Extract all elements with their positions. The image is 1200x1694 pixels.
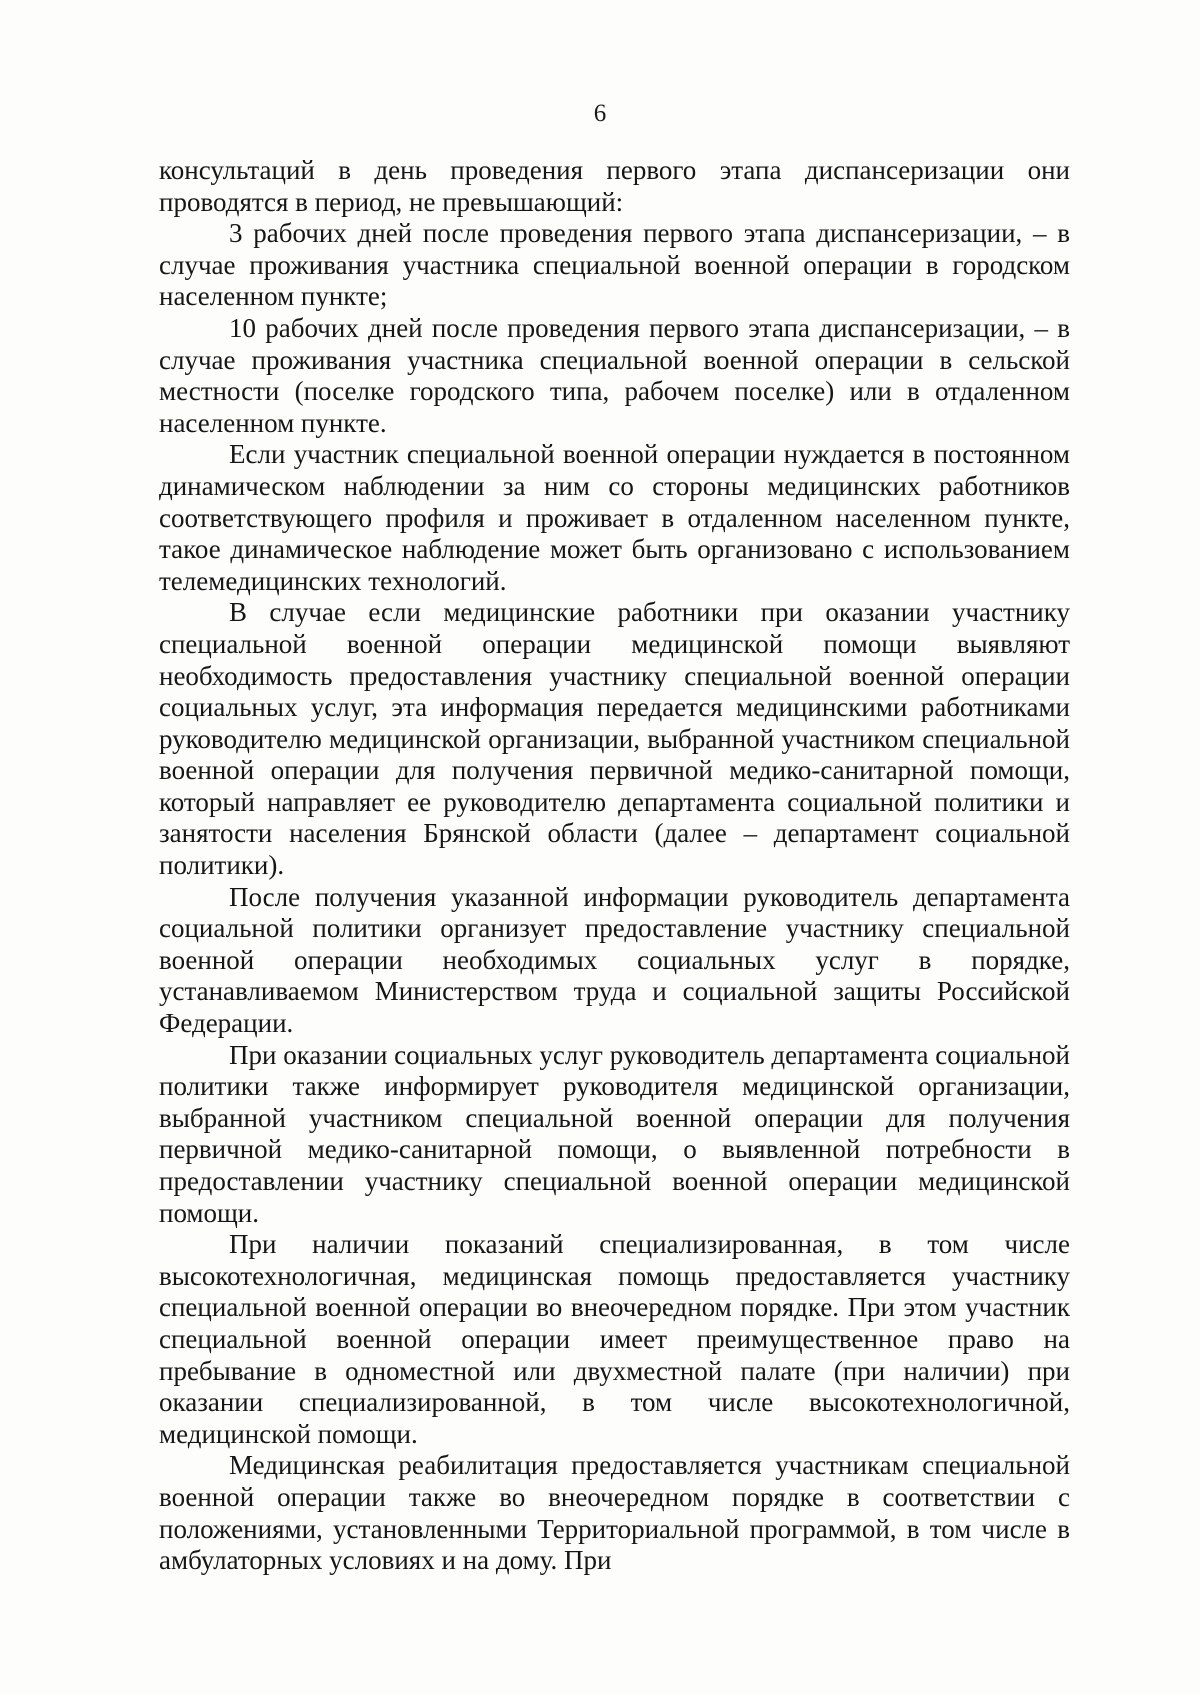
paragraph: При наличии показаний специализированная, в том числе высокотехнологичная, медицинская помощь предоставляется участнику специальной военной операции во внеочередном порядке. При этом участник специальной военной операции имеет преимущественное право на пребывание в одноместной или двухместной палате (при наличии) при оказании специализированной, в том числе высокотехнологичной, медицинской помощи. xyxy=(159,1229,1070,1449)
document-body xyxy=(159,155,1070,1577)
paragraph: Медицинская реабилитация предоставляется участникам специальной военной операции также во внеочередном порядке в соответствии с положениями, установленными Территориальной программой, в том числе в амбулаторных условиях и на дому. При xyxy=(159,1450,1070,1576)
paragraph: Если участник специальной военной операции нуждается в постоянном динамическом наблюдении за ним со стороны медицинских работников соответствующего профиля и проживает в отдаленном населенном пункте, такое динамическое наблюдение может быть организовано с использованием телемедицинских технологий. xyxy=(159,439,1070,596)
paragraph-continuation: консультаций в день проведения первого этапа диспансеризации они проводятся в период, не превышающий: xyxy=(159,155,1070,217)
page-number: 6 xyxy=(593,100,607,127)
paragraph: 3 рабочих дней после проведения первого этапа диспансеризации, – в случае проживания участника специальной военной операции в городском населенном пункте; xyxy=(159,218,1070,312)
paragraph: После получения указанной информации руководитель департамента социальной политики организует предоставление участнику специальной военной операции необходимых социальных услуг в порядке, устанавливаемом Министерством труда и социальной защиты Российской Федерации. xyxy=(159,881,1070,1039)
paragraph: При оказании социальных услуг руководитель департамента социальной политики также информирует руководителя медицинской организации, выбранной участником специальной военной операции для получения первичной медико-санитарной помощи, о выявленной потребности в предоставлении участнику специальной военной операции медицинской помощи. xyxy=(159,1039,1070,1228)
paragraph: 10 рабочих дней после проведения первого этапа диспансеризации, – в случае проживания участника специальной военной операции в сельской местности (поселке городского типа, рабочем поселке) или в отдаленном населенном пункте. xyxy=(159,312,1070,438)
paragraph: В случае если медицинские работники при оказании участнику специальной военной операции медицинской помощи выявляют необходимость предоставления участнику специальной военной операции социальных услуг, эта информация передается медицинскими работниками руководителю медицинской организации, выбранной участником специальной военной операции для получения первичной медико-санитарной помощи, который направляет ее руководителю департамента социальной политики и занятости населения Брянской области (далее – департамент социальной политики). xyxy=(159,597,1070,881)
